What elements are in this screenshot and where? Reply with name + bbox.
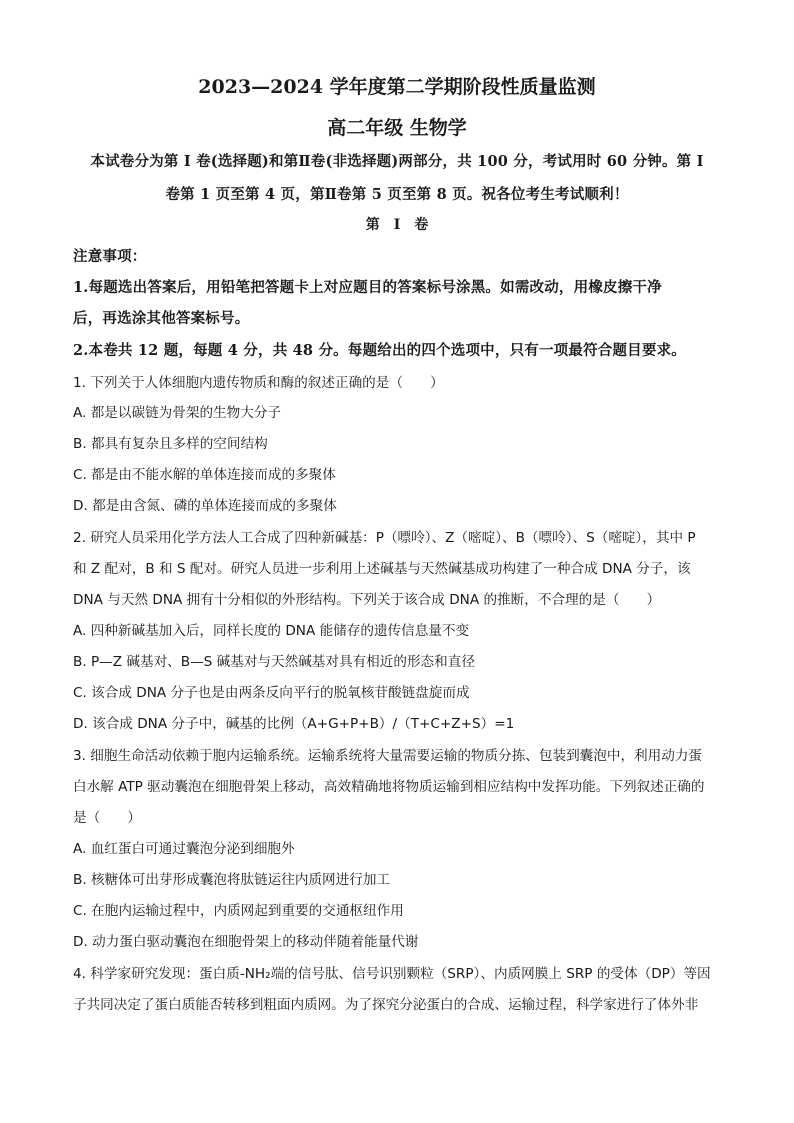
question-3-option-d: D. 动力蛋白驱动囊泡在细胞骨架上的移动伴随着能量代谢 [73, 934, 419, 950]
question-2-stem-line-3: DNA 与天然 DNA 拥有十分相似的外形结构。下列关于该合成 DNA 的推断，不合理的是（ ） [73, 592, 661, 608]
question-2-stem-line-2: 和 Z 配对，B 和 S 配对。研究人员进一步利用上述碱基与天然碱基成功构建了一种合成 DNA 分子，该 [73, 561, 691, 577]
section-heading: 第 I 卷 [365, 217, 429, 233]
question-3-stem-line-1: 3. 细胞生命活动依赖于胞内运输系统。运输系统将大量需要运输的物质分拣、包装到囊泡中，利用动力蛋 [73, 748, 703, 764]
question-1-stem: 1. 下列关于人体细胞内遗传物质和酶的叙述正确的是（ ） [73, 375, 444, 391]
note-1-line-2: 后，再选涂其他答案标号。 [73, 310, 250, 327]
question-3-stem-line-3: 是（ ） [73, 810, 141, 826]
question-1-option-a: A. 都是以碳链为骨架的生物大分子 [73, 405, 282, 421]
note-2: 2.本卷共 12 题，每题 4 分，共 48 分。每题给出的四个选项中，只有一项最符合题目要求。 [73, 342, 686, 359]
exam-subtitle: 高二年级 生物学 [327, 117, 467, 139]
question-2-option-c: C. 该合成 DNA 分子也是由两条反向平行的脱氧核苷酸链盘旋而成 [73, 685, 470, 701]
note-1-line-1: 1.每题选出答案后，用铅笔把答题卡上对应题目的答案标号涂黑。如需改动，用橡皮擦干净 [73, 279, 662, 296]
exam-title: 2023—2024 学年度第二学期阶段性质量监测 [198, 76, 596, 98]
question-2-option-a: A. 四种新碱基加入后，同样长度的 DNA 能储存的遗传信息量不变 [73, 623, 470, 639]
question-3-option-c: C. 在胞内运输过程中，内质网起到重要的交通枢纽作用 [73, 903, 404, 919]
question-3-option-b: B. 核糖体可出芽形成囊泡将肽链运往内质网进行加工 [73, 872, 391, 888]
question-2-option-b: B. P—Z 碱基对、B—S 碱基对与天然碱基对具有相近的形态和直径 [73, 654, 475, 670]
question-4-stem-line-2: 子共同决定了蛋白质能否转移到粗面内质网。为了探究分泌蛋白的合成、运输过程，科学家进行了体外非 [73, 997, 699, 1013]
intro-line-2: 卷第 1 页至第 4 页，第Ⅱ卷第 5 页至第 8 页。祝各位考生考试顺利！ [165, 186, 629, 203]
question-2-option-d: D. 该合成 DNA 分子中，碱基的比例（A+G+P+B）/（T+C+Z+S）=1 [73, 716, 515, 732]
question-1-option-b: B. 都具有复杂且多样的空间结构 [73, 436, 268, 452]
question-4-stem-line-1: 4. 科学家研究发现：蛋白质-NH₂端的信号肽、信号识别颗粒（SRP）、内质网膜上 SRP 的受体（DP）等因 [73, 966, 711, 982]
question-2-stem-line-1: 2. 研究人员采用化学方法人工合成了四种新碱基：P（嘌呤）、Z（嘧啶）、B（嘌呤）、S（嘧啶），其中 P [73, 530, 696, 546]
question-3-stem-line-2: 白水解 ATP 驱动囊泡在细胞骨架上移动，高效精确地将物质运输到相应结构中发挥功能。下列叙述正确的 [73, 779, 705, 795]
notes-heading: 注意事项： [73, 248, 147, 265]
question-1-option-d: D. 都是由含氮、磷的单体连接而成的多聚体 [73, 498, 337, 514]
intro-line-1: 本试卷分为第 I 卷(选择题)和第Ⅱ卷(非选择题)两部分，共 100 分，考试用时 60 分钟。第 I [90, 153, 704, 170]
question-1-option-c: C. 都是由不能水解的单体连接而成的多聚体 [73, 467, 336, 483]
question-3-option-a: A. 血红蛋白可通过囊泡分泌到细胞外 [73, 841, 295, 857]
